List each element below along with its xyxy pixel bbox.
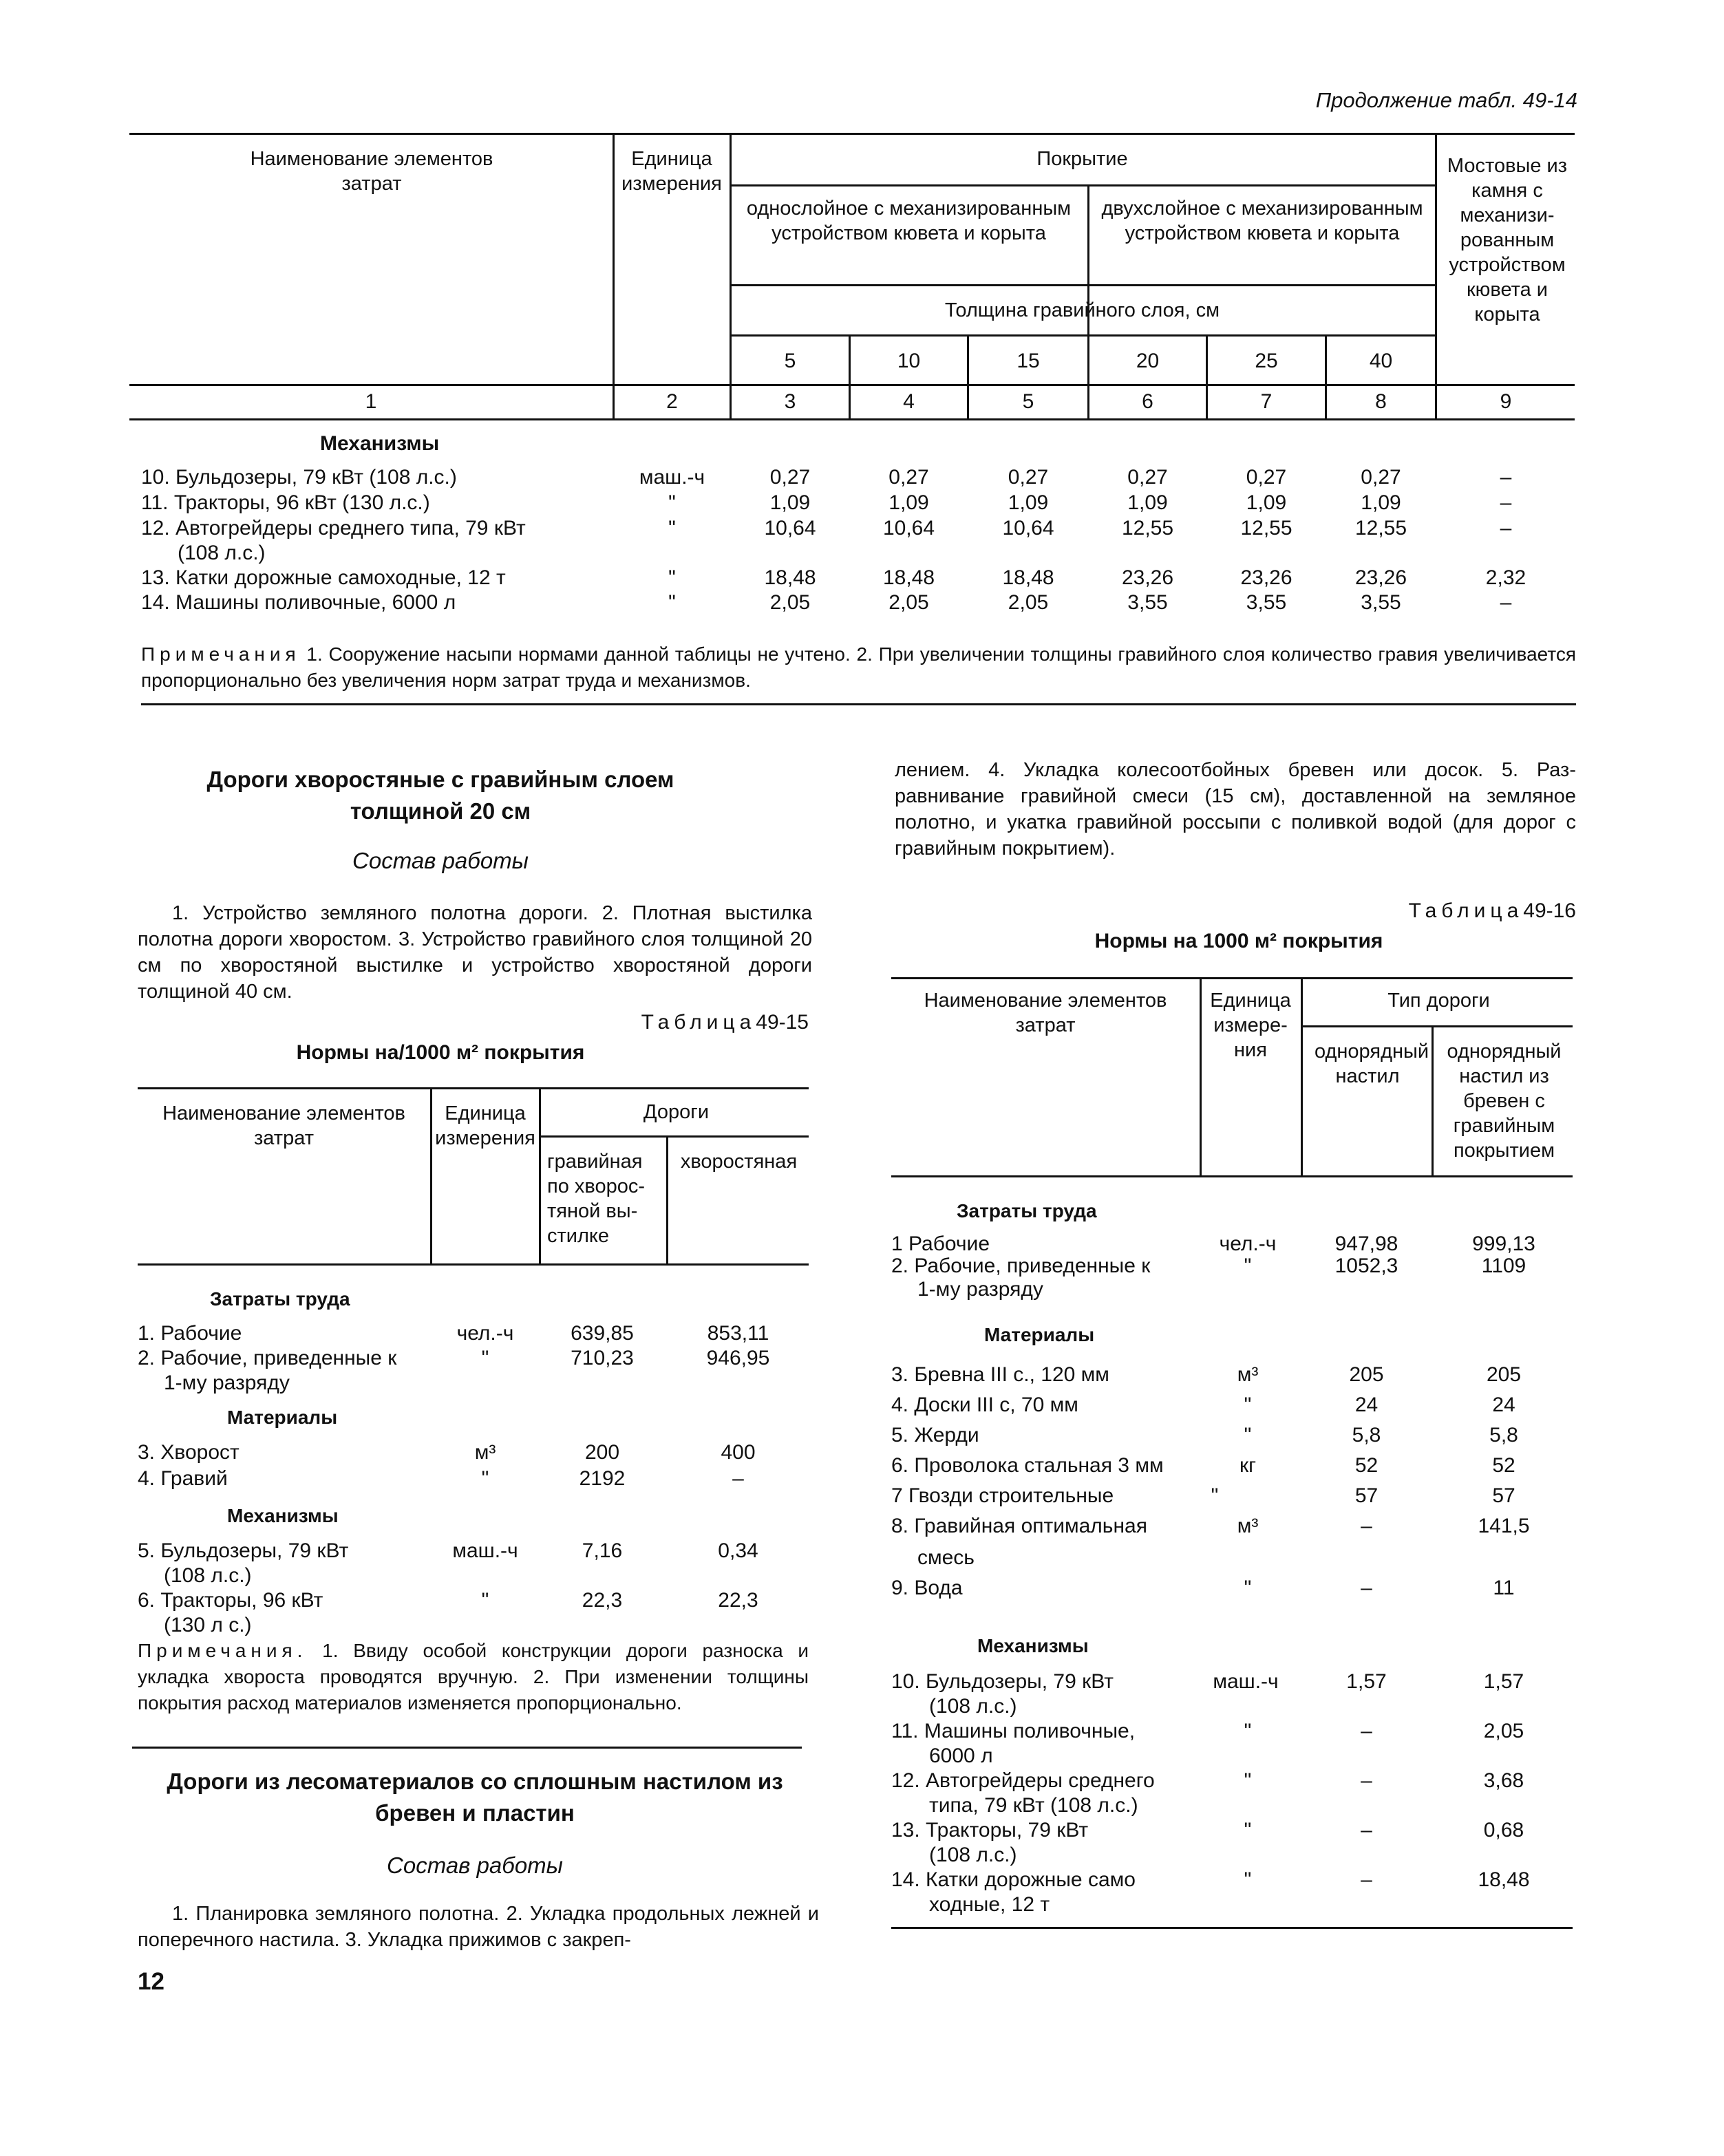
t16-cell: 57	[1354, 1484, 1379, 1507]
t16-row-name: 6. Проволока стальная 3 мм	[891, 1454, 1164, 1477]
left-composition-heading-2: Состав работы	[387, 1853, 563, 1878]
t16-cell: –	[1361, 1577, 1372, 1599]
t14-header-cover: Покрытие	[1036, 148, 1128, 170]
t14-cell: 1,09	[1361, 491, 1401, 514]
t15-cell: 853,11	[707, 1322, 769, 1345]
t14-cell: 0,27	[1127, 466, 1168, 489]
t16-section-mechanisms: Механизмы	[977, 1635, 1089, 1656]
t15-row-unit: "	[481, 1347, 489, 1369]
t14-cell: 0,27	[1361, 466, 1401, 489]
t14-cell: –	[1500, 591, 1512, 614]
left-composition-text: 1. Устройство земляного полотна дороги. 2. Плотная выстилка полотна дороги хворостом. 3. Устройство гравийного слоя толщиной 20 см по хворостяной выстилке и устройство хворостяной дороги толщиной 40 см.	[138, 902, 812, 1003]
t16-row-unit: маш.-ч	[1213, 1670, 1279, 1693]
t14-thickness: 40	[1369, 350, 1393, 372]
t16-row-name-cont: смесь	[917, 1546, 975, 1569]
t16-section-labor: Затраты труда	[957, 1200, 1097, 1221]
t14-cell: –	[1500, 517, 1512, 540]
t14-row-unit: "	[668, 517, 676, 540]
t15-section-materials: Материалы	[227, 1407, 338, 1428]
t14-cell: 3,55	[1361, 591, 1401, 614]
t16-cell: 999,13	[1472, 1232, 1535, 1255]
t15-cell: 2192	[579, 1467, 626, 1490]
t16-row-unit: "	[1244, 1255, 1252, 1277]
t16-cell: 24	[1354, 1394, 1379, 1416]
t15-notes	[138, 1638, 809, 1716]
t16-cell: 5,8	[1489, 1424, 1518, 1447]
t16-cell: –	[1361, 1720, 1372, 1742]
t14-cell: 10,64	[1002, 517, 1054, 540]
t14-notes-label: Примечания	[141, 643, 301, 665]
t16-header-single-log: однорядный настил из бревен с гравийным покрытием	[1447, 1040, 1562, 1162]
t14-cell: 3,55	[1127, 591, 1168, 614]
t16-row-unit: "	[1211, 1484, 1219, 1507]
t14-thickness: 20	[1136, 350, 1160, 372]
t16-row-name: 2. Рабочие, приведенные к	[891, 1255, 1151, 1277]
t16-header-unit: Единица измерения	[1210, 990, 1291, 1061]
t14-colnum: 7	[1260, 390, 1273, 413]
t14-colnum: 6	[1142, 390, 1153, 413]
table-49-16-label	[1239, 899, 1576, 924]
left-section-title: Дороги хворостяные с гравийным слоем толщиной 20 см	[206, 767, 674, 824]
t14-cell: 18,48	[764, 566, 816, 589]
t16-row-unit: "	[1244, 1868, 1252, 1891]
t15-header-gravel: гравийная по хворостяной выстилке	[547, 1151, 646, 1247]
t16-row-name: 8. Гравийная оптимальная	[891, 1515, 1147, 1537]
t14-cell: 1,09	[1008, 491, 1049, 514]
t15-cell: 400	[721, 1441, 756, 1464]
right-composition-continuation: лением. 4. Укладка колесоотбойных бревен или досок. 5. Разравнивание гравийной смеси (15 см), доставленной на земляное полотно, и укатка гравийной россыпи с поливкой водой (для дорог с гравийным покрытием).	[895, 759, 1576, 860]
t16-cell: –	[1361, 1769, 1372, 1792]
t14-cell: 1,09	[888, 491, 929, 514]
t14-cell: 12,55	[1354, 517, 1407, 540]
t16-cell: 24	[1492, 1394, 1515, 1416]
t15-cell: 7,16	[582, 1539, 623, 1562]
t16-cell: 18,48	[1478, 1868, 1530, 1891]
t16-row-name: 3. Бревна III с., 120 мм	[891, 1363, 1109, 1386]
t14-colnum: 3	[784, 390, 796, 413]
t15-cell: 200	[584, 1441, 620, 1464]
t14-notes	[141, 641, 1576, 694]
t14-cell: 2,32	[1485, 566, 1526, 589]
t14-cell: 23,26	[1354, 566, 1407, 589]
t15-row-name: 4. Гравий	[138, 1467, 228, 1490]
t16-cell: 5,8	[1352, 1424, 1381, 1447]
t14-cell: 0,27	[769, 466, 811, 489]
t16-cell: –	[1361, 1868, 1372, 1891]
t16-row-name: 12. Автогрейдеры среднего	[891, 1769, 1155, 1792]
t14-cell: 12,55	[1240, 517, 1292, 540]
t15-row-unit: маш.-ч	[452, 1539, 518, 1562]
t14-row-name-cont: (108 л.с.)	[178, 542, 266, 564]
table-49-15-norm-title: Нормы на/1000 м² покрытия	[296, 1041, 585, 1064]
t14-cell: 2,05	[888, 591, 929, 614]
t15-header-roads: Дороги	[643, 1101, 710, 1123]
t15-header-name: Наименование элементов затрат	[162, 1102, 405, 1149]
table-49-15-label	[482, 1010, 809, 1035]
t14-header-bridge: Мостовые из камня с механизированным устройством кювета и корыта	[1447, 155, 1568, 325]
t14-header-double: двухслойное с механизированным устройством кювета и корыта	[1101, 198, 1423, 244]
t15-row-name-cont: (130 л с.)	[164, 1614, 252, 1636]
t14-header-thickness: Толщина гравийного слоя, см	[944, 299, 1220, 321]
t15-cell: 710,23	[571, 1347, 634, 1369]
t16-section-materials: Материалы	[984, 1324, 1095, 1345]
left-section-title-2: Дороги из лесоматериалов со сплошным настилом из бревен и пластин	[167, 1769, 783, 1826]
t15-row-unit: "	[481, 1589, 489, 1612]
t16-row-unit: "	[1244, 1720, 1252, 1742]
t15-notes-label: Примечания.	[138, 1640, 308, 1661]
t16-cell: 57	[1492, 1484, 1515, 1507]
t15-row-name: 3. Хворост	[138, 1441, 240, 1464]
t16-cell: –	[1361, 1515, 1372, 1537]
t14-cell: –	[1500, 491, 1512, 514]
t14-colnum: 8	[1375, 390, 1387, 413]
t14-cell: 1,09	[1127, 491, 1168, 514]
t14-cell: 3,55	[1246, 591, 1287, 614]
t16-cell: 52	[1354, 1454, 1379, 1477]
t15-row-unit: "	[481, 1467, 489, 1490]
t16-row-name: 10. Бульдозеры, 79 кВт	[891, 1670, 1114, 1693]
t14-thickness: 5	[784, 350, 796, 372]
t14-row-unit: "	[668, 566, 676, 589]
t16-header-single: однорядный настил	[1315, 1040, 1429, 1087]
t16-row-name: 7 Гвозди строительные	[891, 1484, 1114, 1507]
t16-cell: 2,05	[1483, 1720, 1524, 1742]
t14-row-unit: "	[668, 491, 676, 514]
t16-cell: 1,57	[1483, 1670, 1524, 1693]
t15-notes-text: 1. Ввиду особой конструкции дороги разноска и укладка хвороста проводятся вручную. 2. При изменении толщины покрытия расход материалов изменяется пропорционально.	[138, 1640, 809, 1714]
t14-cell: 0,27	[1246, 466, 1287, 489]
t15-row-name: 2. Рабочие, приведенные к	[138, 1347, 397, 1369]
t15-cell: 22,3	[718, 1589, 758, 1612]
t14-thickness: 25	[1255, 350, 1278, 372]
t16-row-unit: "	[1244, 1769, 1252, 1792]
t15-row-name: 1. Рабочие	[138, 1322, 242, 1345]
t14-cell: 0,27	[1008, 466, 1049, 489]
t16-row-name-cont: (108 л.с.)	[929, 1695, 1017, 1718]
t16-row-name: 4. Доски III с, 70 мм	[891, 1394, 1078, 1416]
t16-row-name: 1 Рабочие	[891, 1232, 990, 1255]
t16-row-name-cont: (108 л.с.)	[929, 1844, 1017, 1866]
t14-cell: 2,05	[1008, 591, 1049, 614]
t16-row-unit: м³	[1237, 1363, 1259, 1386]
t16-row-name-cont: ходные, 12 т	[929, 1893, 1050, 1916]
t15-header-brush: хворостяная	[680, 1151, 798, 1173]
t15-row-name-cont: (108 л.с.)	[164, 1564, 252, 1587]
t16-row-name-cont: 1-му разряду	[917, 1278, 1043, 1301]
t14-cell: 2,05	[769, 591, 811, 614]
t16-row-unit: "	[1244, 1424, 1252, 1447]
table-label-number: 49-15	[756, 1011, 809, 1034]
t16-cell: 52	[1492, 1454, 1515, 1477]
t15-cell: 639,85	[571, 1322, 634, 1345]
t15-row-unit: м³	[474, 1441, 496, 1464]
t14-section-mechanisms: Механизмы	[320, 432, 440, 455]
t14-row-name: 11. Тракторы, 96 кВт (130 л.с.)	[141, 491, 430, 514]
table-label-prefix: Таблица	[1408, 899, 1524, 922]
t14-row-name: 14. Машины поливочные, 6000 л	[141, 591, 456, 614]
t14-header-unit: Единица измерения	[621, 148, 722, 195]
t14-row-unit: "	[668, 591, 676, 614]
t14-cell: 0,27	[888, 466, 929, 489]
t15-row-unit: чел.-ч	[456, 1322, 514, 1345]
t14-colnum: 4	[903, 390, 915, 413]
t16-cell: 1,57	[1346, 1670, 1387, 1693]
t14-cell: 1,09	[769, 491, 811, 514]
t16-row-unit: "	[1244, 1394, 1252, 1416]
t14-cell: 1,09	[1246, 491, 1287, 514]
t14-cell: 12,55	[1121, 517, 1174, 540]
t14-cell: 10,64	[764, 517, 816, 540]
t16-header-name: Наименование элементов затрат	[924, 990, 1167, 1036]
t15-cell: 0,34	[718, 1539, 758, 1562]
t15-cell: –	[732, 1467, 744, 1490]
t16-row-name-cont: типа, 79 кВт (108 л.с.)	[929, 1794, 1138, 1817]
t15-row-name: 6. Тракторы, 96 кВт	[138, 1589, 323, 1612]
t15-cell: 22,3	[582, 1589, 623, 1612]
t14-thickness: 15	[1017, 350, 1040, 372]
t14-row-name: 13. Катки дорожные самоходные, 12 т	[141, 566, 506, 589]
left-composition-heading: Состав работы	[352, 848, 529, 873]
table-label-number: 49-16	[1523, 899, 1576, 922]
t16-row-name-cont: 6000 л	[929, 1744, 993, 1767]
t16-cell: –	[1361, 1819, 1372, 1842]
t14-header-name: Наименование элементов затрат	[250, 148, 493, 195]
t16-row-unit: "	[1244, 1577, 1252, 1599]
t15-row-name: 5. Бульдозеры, 79 кВт	[138, 1539, 349, 1562]
t16-cell: 947,98	[1334, 1232, 1398, 1255]
table-49-16-norm-title: Нормы на 1000 м² покрытия	[1094, 930, 1383, 952]
t16-row-unit: кг	[1239, 1454, 1257, 1477]
left-composition-text-2: 1. Планировка земляного полотна. 2. Укладка продольных лежней и поперечного настила. 3. Укладка прижимов с закреп-	[138, 1903, 819, 1951]
table-label-prefix: Таблица	[641, 1011, 756, 1034]
t16-row-name: 13. Тракторы, 79 кВт	[891, 1819, 1089, 1842]
continuation-label: Продолжение табл. 49-14	[1315, 88, 1577, 112]
t14-cell: 23,26	[1240, 566, 1292, 589]
t15-cell: 946,95	[706, 1347, 770, 1369]
t16-cell: 11	[1493, 1577, 1515, 1599]
t14-row-name: 10. Бульдозеры, 79 кВт (108 л.с.)	[141, 466, 457, 489]
t16-row-unit: "	[1244, 1819, 1252, 1842]
t16-cell: 3,68	[1483, 1769, 1524, 1792]
t16-row-name: 9. Вода	[891, 1577, 963, 1599]
t14-cell: 18,48	[882, 566, 935, 589]
t16-cell: 1109	[1481, 1255, 1526, 1277]
t16-row-name: 11. Машины поливочные,	[891, 1720, 1136, 1742]
t16-header-type: Тип дороги	[1387, 990, 1490, 1012]
t16-cell: 0,68	[1483, 1819, 1524, 1842]
t14-thickness: 10	[897, 350, 921, 372]
t14-cell: 18,48	[1002, 566, 1054, 589]
t14-colnum: 5	[1022, 390, 1034, 413]
t14-cell: –	[1500, 466, 1512, 489]
t14-cell: 23,26	[1121, 566, 1174, 589]
t14-colnum: 1	[365, 390, 377, 413]
t16-cell: 1052,3	[1334, 1255, 1398, 1277]
t16-row-name: 14. Катки дорожные само	[891, 1868, 1136, 1891]
page-number: 12	[138, 1968, 164, 1995]
t15-row-name-cont: 1-му разряду	[164, 1371, 290, 1394]
t14-row-name: 12. Автогрейдеры среднего типа, 79 кВт	[141, 517, 526, 540]
t14-colnum: 9	[1500, 390, 1512, 413]
t14-row-unit: маш.-ч	[639, 466, 705, 489]
t15-section-labor: Затраты труда	[210, 1288, 350, 1310]
t14-notes-text: 1. Сооружение насыпи нормами данной таблицы не учтено. 2. При увеличении толщины гравийного слоя количество гравия увеличивается пропорционально без увеличения норм затрат труда и механизмов.	[141, 643, 1576, 691]
t15-header-unit: Единица измерения	[435, 1102, 535, 1149]
t16-cell: 205	[1486, 1363, 1522, 1386]
t16-cell: 141,5	[1478, 1515, 1530, 1537]
t16-row-name: 5. Жерди	[891, 1424, 979, 1447]
t16-row-unit: м³	[1237, 1515, 1259, 1537]
t14-colnum: 2	[666, 390, 678, 413]
t16-cell: 205	[1349, 1363, 1384, 1386]
t14-header-single: однослойное с механизированным устройством кювета и корыта	[746, 198, 1072, 244]
t16-row-unit: чел.-ч	[1219, 1232, 1277, 1255]
t15-section-mechanisms: Механизмы	[227, 1505, 339, 1526]
t14-cell: 10,64	[882, 517, 935, 540]
